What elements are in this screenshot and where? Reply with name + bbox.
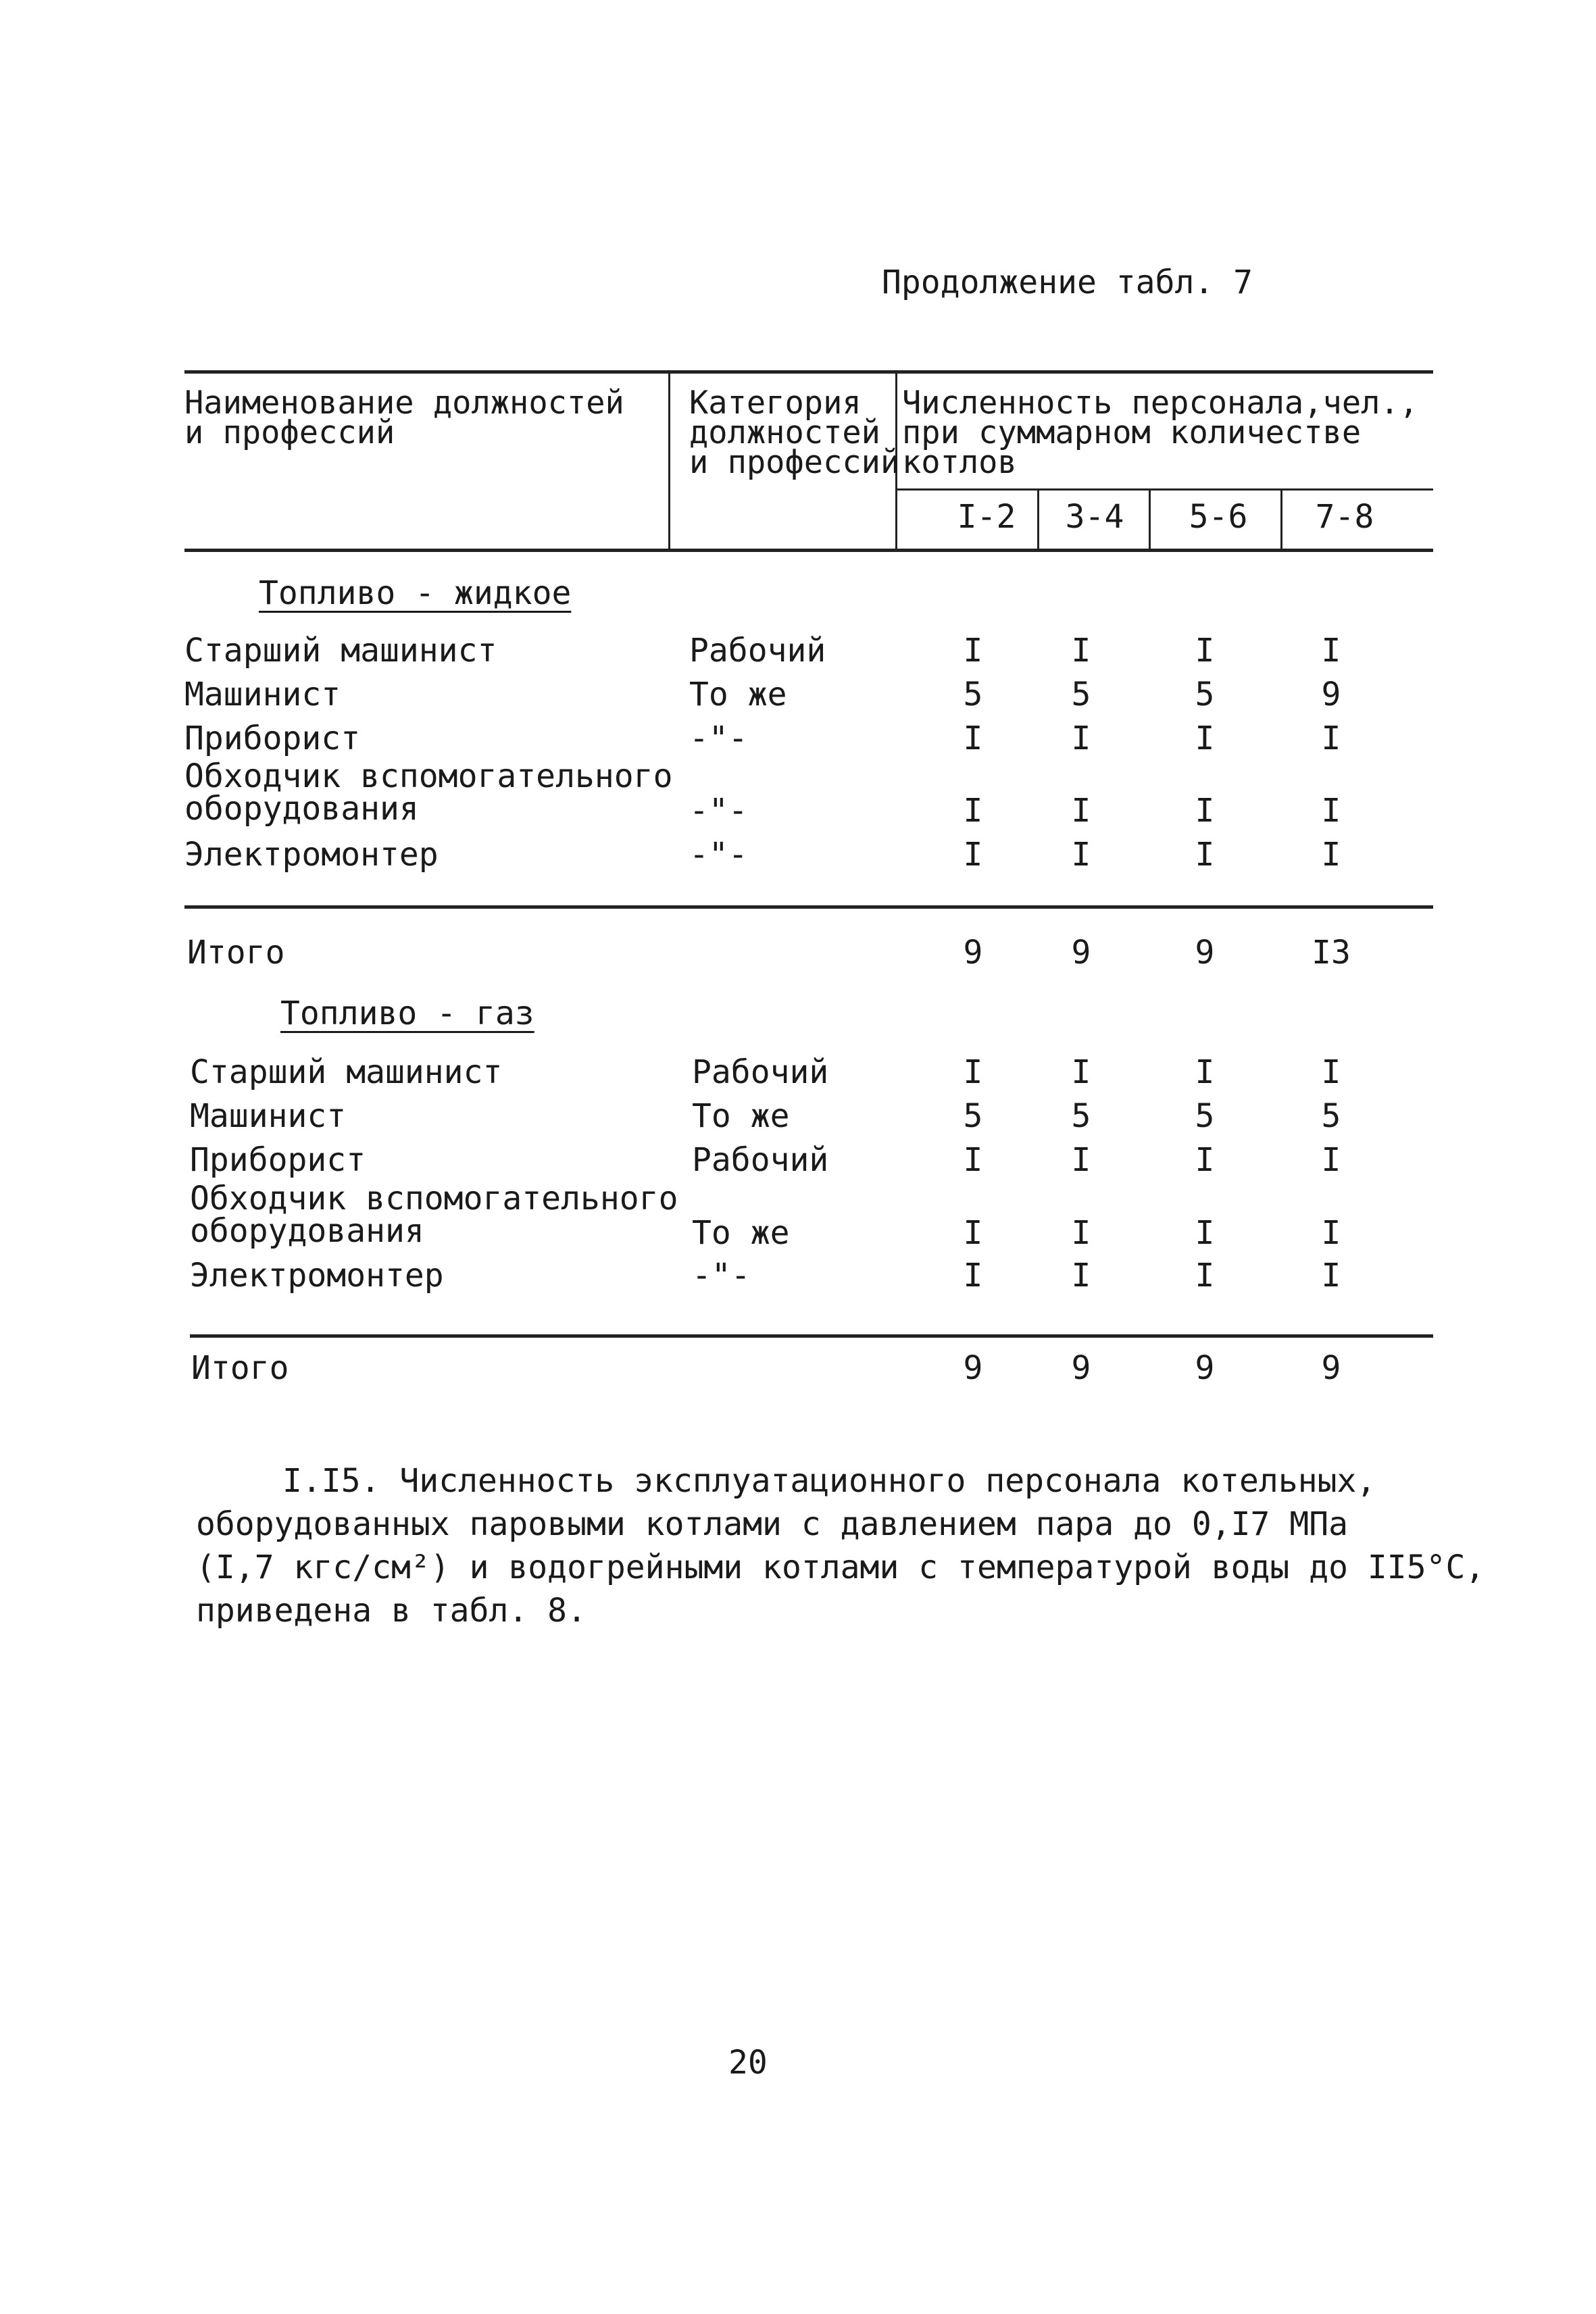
total-value: 9 <box>1195 1349 1215 1387</box>
row-category: -"- <box>689 792 748 830</box>
row-value: I <box>1321 1141 1341 1179</box>
row-category: То же <box>689 676 787 713</box>
row-value: 5 <box>1321 1097 1341 1135</box>
row-value: I <box>1195 632 1215 670</box>
header-category: Категория должностей и профессий <box>689 384 900 481</box>
row-value: I <box>963 1257 983 1294</box>
page-number: 20 <box>728 2044 768 2082</box>
subcol-header: 5-6 <box>1189 498 1248 536</box>
header-bottom-rule <box>184 549 1433 552</box>
row-value: 5 <box>1071 676 1091 713</box>
row-value: I <box>963 720 983 757</box>
row-value: I <box>1321 632 1341 670</box>
row-category: Рабочий <box>692 1141 829 1179</box>
table-row: Обходчик вспомогательного оборудования <box>190 1180 678 1250</box>
subcol-header: 7-8 <box>1315 498 1374 536</box>
row-value: I <box>1195 1141 1215 1179</box>
table-row: Электромонтер <box>184 836 439 874</box>
subcol-divider-1 <box>1037 490 1039 550</box>
row-category: -"- <box>692 1257 751 1294</box>
subcol-header: I-2 <box>957 498 1016 536</box>
row-value: I <box>1071 1141 1091 1179</box>
row-value: 5 <box>1071 1097 1091 1135</box>
total-value: 9 <box>1321 1349 1341 1387</box>
table-row: Приборист <box>190 1141 366 1179</box>
row-value: I <box>1071 720 1091 757</box>
total-label: Итого <box>191 1349 289 1387</box>
total-rule <box>184 905 1433 909</box>
row-category: Рабочий <box>692 1053 829 1091</box>
row-value: I <box>1321 792 1341 830</box>
row-value: I <box>963 1053 983 1091</box>
row-value: I <box>963 836 983 874</box>
row-value: I <box>1195 1214 1215 1252</box>
row-value: I <box>1321 1053 1341 1091</box>
header-personnel-count: Численность персонала,чел., при суммарном количестве котлов <box>902 384 1419 481</box>
table-row: Старший машинист <box>184 632 497 670</box>
subcol-divider-3 <box>1280 490 1282 550</box>
row-category: То же <box>692 1214 790 1252</box>
table-row: Приборист <box>184 720 361 757</box>
row-value: I <box>1321 1257 1341 1294</box>
total-value: 9 <box>1071 1349 1091 1387</box>
table-caption: Продолжение табл. 7 <box>882 263 1253 301</box>
row-category: -"- <box>689 836 748 874</box>
row-value: I <box>1195 720 1215 757</box>
row-category: -"- <box>689 720 748 757</box>
row-value: I <box>1195 836 1215 874</box>
total-rule <box>190 1334 1433 1338</box>
subheader-rule <box>897 488 1433 491</box>
row-value: 5 <box>963 1097 983 1135</box>
table-row: Старший машинист <box>190 1053 503 1091</box>
row-value: I <box>1071 632 1091 670</box>
subcol-divider-2 <box>1149 490 1151 550</box>
section-title: Топливо - жидкое <box>259 574 572 612</box>
table-top-rule <box>184 370 1433 374</box>
row-value: I <box>1321 1214 1341 1252</box>
row-value: I <box>1195 1053 1215 1091</box>
section-title: Топливо - газ <box>280 995 534 1032</box>
total-value: 9 <box>963 934 983 972</box>
total-value: 9 <box>1071 934 1091 972</box>
table-row: Машинист <box>184 676 341 713</box>
row-value: I <box>1321 720 1341 757</box>
row-value: 9 <box>1321 676 1341 713</box>
table-row: Электромонтер <box>190 1257 444 1294</box>
table-row: Машинист <box>190 1097 347 1135</box>
row-value: I <box>1071 1214 1091 1252</box>
table-row: Обходчик вспомогательного оборудования <box>184 757 673 828</box>
row-category: Рабочий <box>689 632 826 670</box>
row-value: I <box>1195 1257 1215 1294</box>
row-value: I <box>1071 1053 1091 1091</box>
row-value: I <box>1071 792 1091 830</box>
subcol-header: 3-4 <box>1065 498 1124 536</box>
row-value: I <box>963 1141 983 1179</box>
row-value: I <box>963 792 983 830</box>
row-value: I <box>963 632 983 670</box>
col1-divider <box>668 373 670 550</box>
row-value: I <box>1195 792 1215 830</box>
row-value: I <box>963 1214 983 1252</box>
total-value: I3 <box>1312 934 1351 972</box>
row-value: I <box>1321 836 1341 874</box>
row-value: I <box>1071 836 1091 874</box>
header-position-name: Наименование должностей и профессий <box>184 384 624 451</box>
total-label: Итого <box>187 934 285 972</box>
total-value: 9 <box>963 1349 983 1387</box>
row-value: I <box>1071 1257 1091 1294</box>
total-value: 9 <box>1195 934 1215 972</box>
row-category: То же <box>692 1097 790 1135</box>
body-paragraph: I.I5. Численность эксплуатационного персонала котельных, оборудованных паровыми котлами с давлением пара до 0,I7 МПа (I,7 кгс/см²) и водогрейными котлами с температурой воды до II5°С, приведена в табл. 8. <box>196 1462 1485 1630</box>
row-value: 5 <box>1195 676 1215 713</box>
row-value: 5 <box>963 676 983 713</box>
row-value: 5 <box>1195 1097 1215 1135</box>
